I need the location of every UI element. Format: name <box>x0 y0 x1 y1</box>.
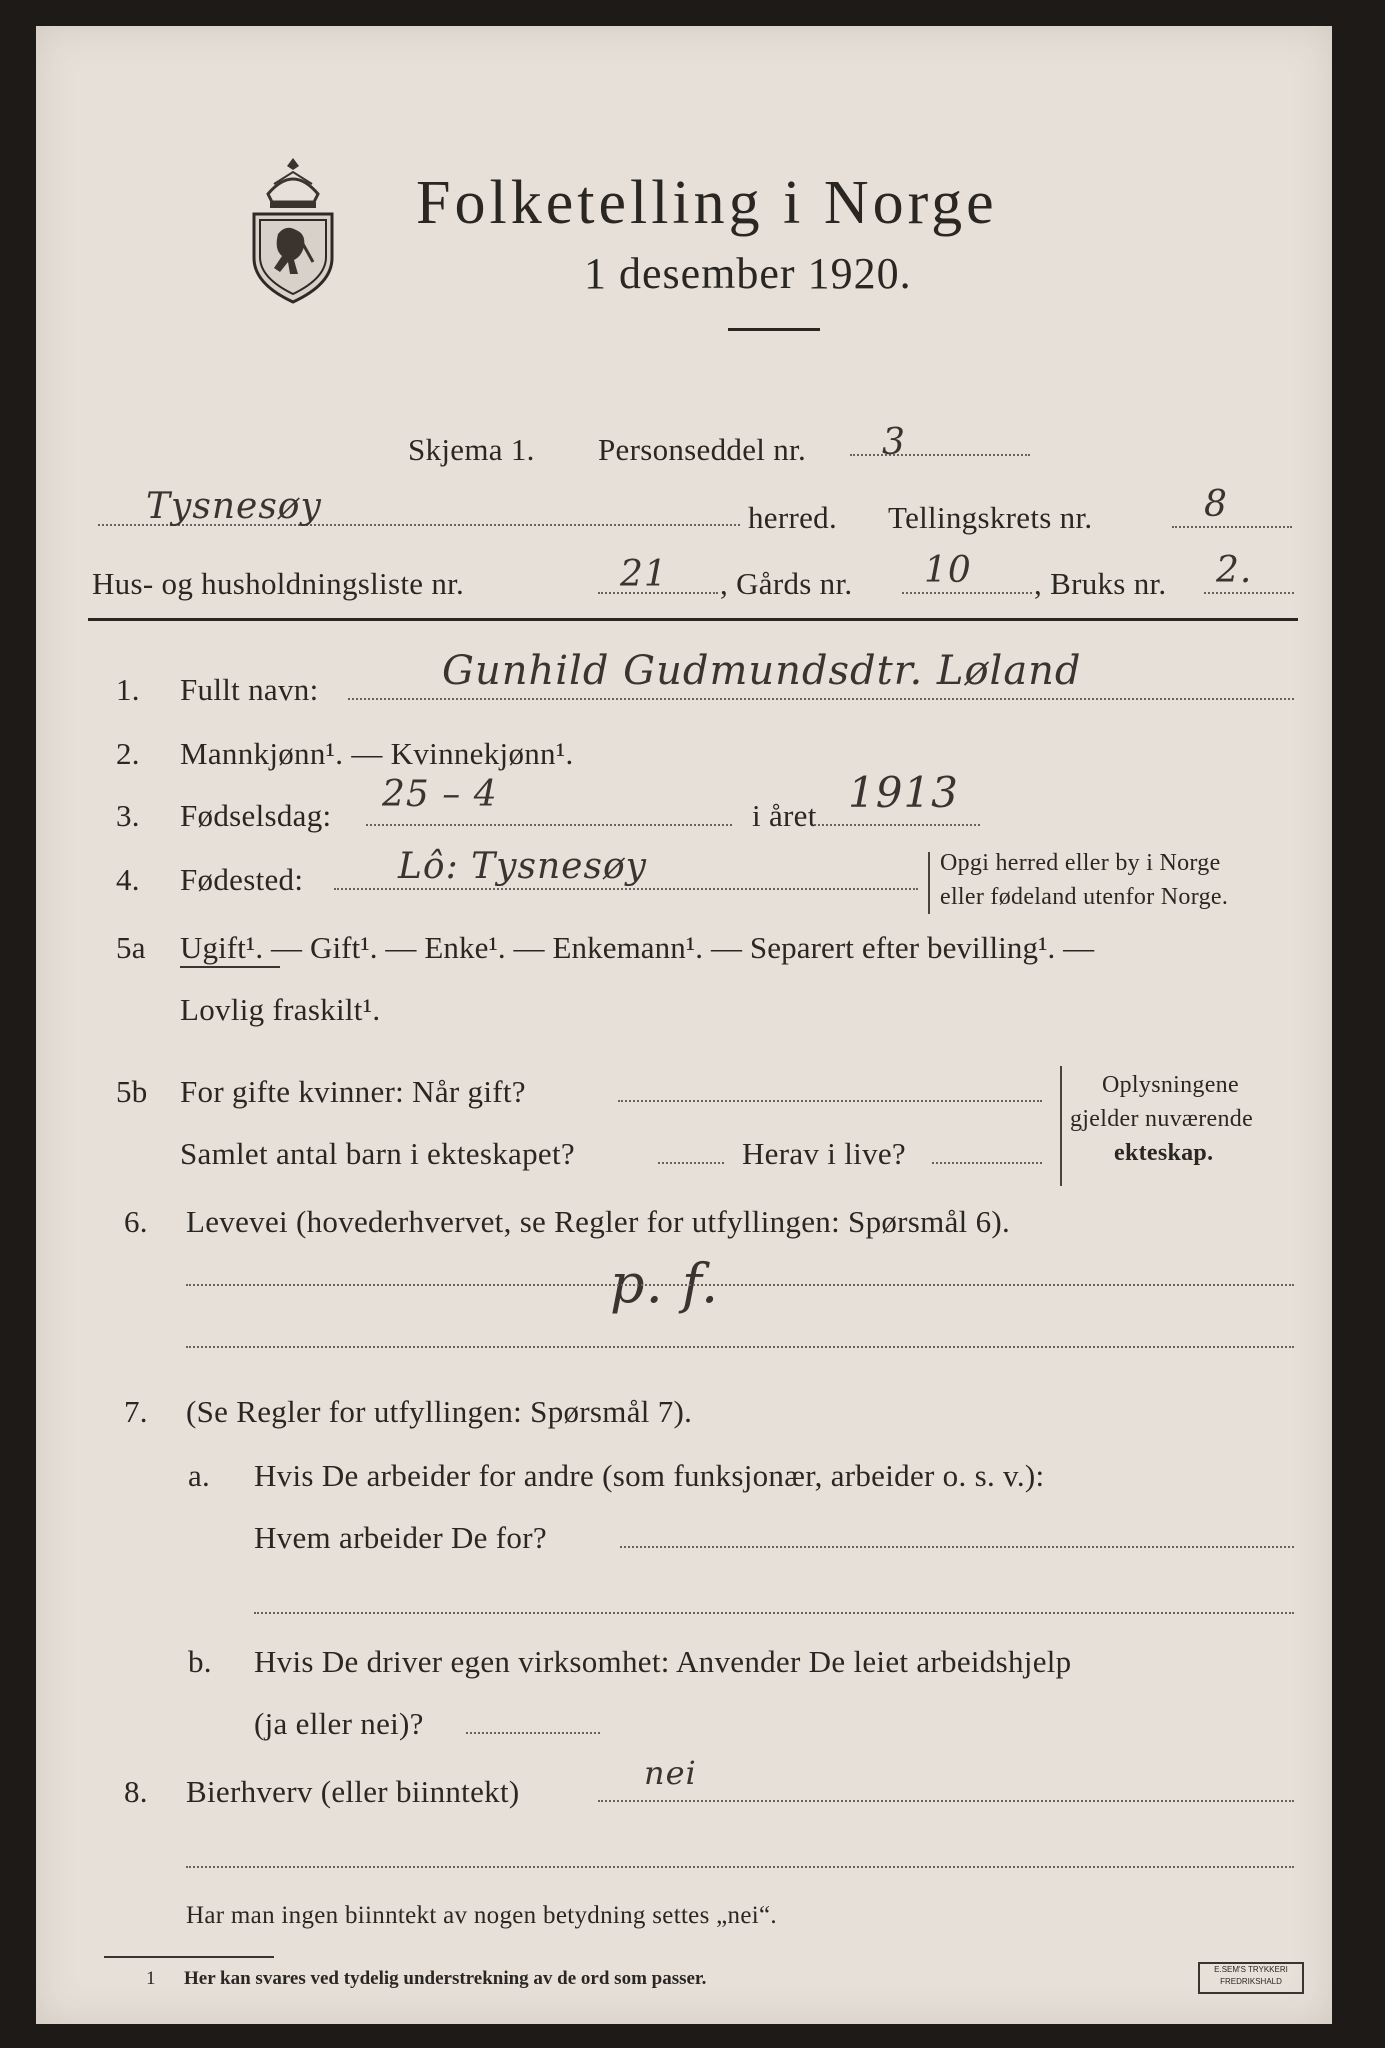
q5a-number: 5a <box>116 930 146 965</box>
q5b-children-label: Samlet antal barn i ekteskapet? <box>180 1136 575 1171</box>
bruks-label: , Bruks nr. <box>1034 566 1167 601</box>
krets-label: Tellingskrets nr. <box>888 500 1093 535</box>
krets-line <box>1172 526 1292 528</box>
q3-year-value: 1913 <box>848 768 959 817</box>
footnote-mark: 1 <box>146 1968 156 1989</box>
q8-number: 8. <box>124 1774 148 1809</box>
printer-mark-line1: E.SEM'S TRYKKERI <box>1214 1965 1288 1974</box>
bruks-line <box>1204 592 1294 594</box>
q7b-letter: b. <box>188 1644 212 1679</box>
printer-mark <box>1198 1962 1304 1994</box>
q2-label: Mannkjønn¹. — Kvinnekjønn¹. <box>180 736 574 771</box>
q7a-answer-line1 <box>620 1546 1294 1548</box>
q5b-alive-line <box>932 1162 1042 1164</box>
q2-number: 2. <box>116 736 140 771</box>
krets-value: 8 <box>1204 484 1228 525</box>
q5b-children-line <box>658 1162 724 1164</box>
q5b-note1: Oplysningene <box>1102 1072 1239 1098</box>
herred-label: herred. <box>748 500 838 535</box>
schema-label: Skjema 1. <box>408 432 535 467</box>
q7a-answer-line2 <box>254 1612 1294 1614</box>
q5b-note2: gjelder nuværende <box>1070 1106 1254 1132</box>
title-rule <box>728 328 820 331</box>
q4-number: 4. <box>116 862 140 897</box>
header-rule <box>88 618 1298 621</box>
q3-year-line <box>814 824 980 826</box>
house-list-value: 21 <box>620 554 668 595</box>
q1-label: Fullt navn: <box>180 672 319 707</box>
q7a-line1: Hvis De arbeider for andre (som funksjonær, arbeider o. s. v.): <box>254 1458 1045 1493</box>
q3-number: 3. <box>116 798 140 833</box>
gards-line <box>902 592 1032 594</box>
q7b-answer-line <box>466 1732 600 1734</box>
q1-line <box>348 698 1294 700</box>
q6-line2 <box>186 1346 1294 1348</box>
q5b-married-line <box>618 1100 1042 1102</box>
house-list-label: Hus- og husholdningsliste nr. <box>92 566 465 601</box>
bruks-value: 2. <box>1216 550 1253 591</box>
q3-label: Fødselsdag: <box>180 798 332 833</box>
q7-number: 7. <box>124 1394 148 1429</box>
person-number-label: Personseddel nr. <box>598 432 806 467</box>
q5a-line1: Ugift¹. — Gift¹. — Enke¹. — Enkemann¹. — Separert efter bevilling¹. — <box>180 930 1095 965</box>
q5a-line2: Lovlig fraskilt¹. <box>180 992 381 1027</box>
q8-line <box>598 1800 1294 1802</box>
census-form <box>36 26 1332 2024</box>
q8-value: nei <box>644 1754 697 1792</box>
gards-label: , Gårds nr. <box>720 566 853 601</box>
footnote-rule <box>104 1956 274 1958</box>
q7b-line2: (ja eller nei)? <box>254 1706 424 1741</box>
q5b-alive-label: Herav i live? <box>742 1136 906 1171</box>
person-number-value: 3 <box>882 422 906 463</box>
q7b-line1: Hvis De driver egen virksomhet: Anvender De leiet arbeidshjelp <box>254 1644 1072 1679</box>
q6-number: 6. <box>124 1204 148 1239</box>
q4-note-line1: Opgi herred eller by i Norge <box>940 850 1221 876</box>
form-title: Folketelling i Norge <box>416 169 998 237</box>
q7a-letter: a. <box>188 1458 211 1493</box>
q3-day-line <box>366 824 732 826</box>
census-date: 1 desember 1920. <box>584 249 912 298</box>
q5b-note3: ekteskap. <box>1114 1140 1214 1166</box>
q6-label: Levevei (hovederhvervet, se Regler for utfyllingen: Spørsmål 6). <box>186 1204 1011 1239</box>
q8-line2 <box>186 1866 1294 1868</box>
gards-value: 10 <box>924 550 972 591</box>
footnote-text: Her kan svares ved tydelig understrekning av de ord som passer. <box>184 1968 707 1989</box>
q4-value: Lô: Tysnesøy <box>398 846 647 887</box>
q5b-note-bracket <box>1060 1066 1062 1186</box>
q8-label: Bierhverv (eller biinntekt) <box>186 1774 520 1809</box>
q6-value: p. f. <box>610 1252 720 1315</box>
q1-number: 1. <box>116 672 140 707</box>
q4-note-line2: eller fødeland utenfor Norge. <box>940 884 1229 910</box>
q5b-line1: For gifte kvinner: Når gift? <box>180 1074 526 1109</box>
printer-mark-line2: FREDRIKSHALD <box>1220 1977 1282 1986</box>
q5b-number: 5b <box>116 1074 148 1109</box>
q3-day-value: 25 – 4 <box>382 774 498 815</box>
q4-note-bracket <box>928 852 930 914</box>
q4-label: Fødested: <box>180 862 304 897</box>
herred-value: Tysnesøy <box>146 486 322 527</box>
q3-year-label: i året <box>752 798 817 833</box>
q4-line <box>334 888 918 890</box>
coat-of-arms-icon <box>248 154 338 306</box>
q6-line1 <box>186 1284 1294 1286</box>
q1-value: Gunhild Gudmundsdtr. Løland <box>442 648 1082 694</box>
q7-label: (Se Regler for utfyllingen: Spørsmål 7). <box>186 1394 693 1429</box>
income-note: Har man ingen biinntekt av nogen betydning settes „nei“. <box>186 1902 777 1929</box>
q7a-line2: Hvem arbeider De for? <box>254 1520 547 1555</box>
q5a-ugift-underline <box>180 966 280 968</box>
person-number-line <box>850 454 1030 456</box>
